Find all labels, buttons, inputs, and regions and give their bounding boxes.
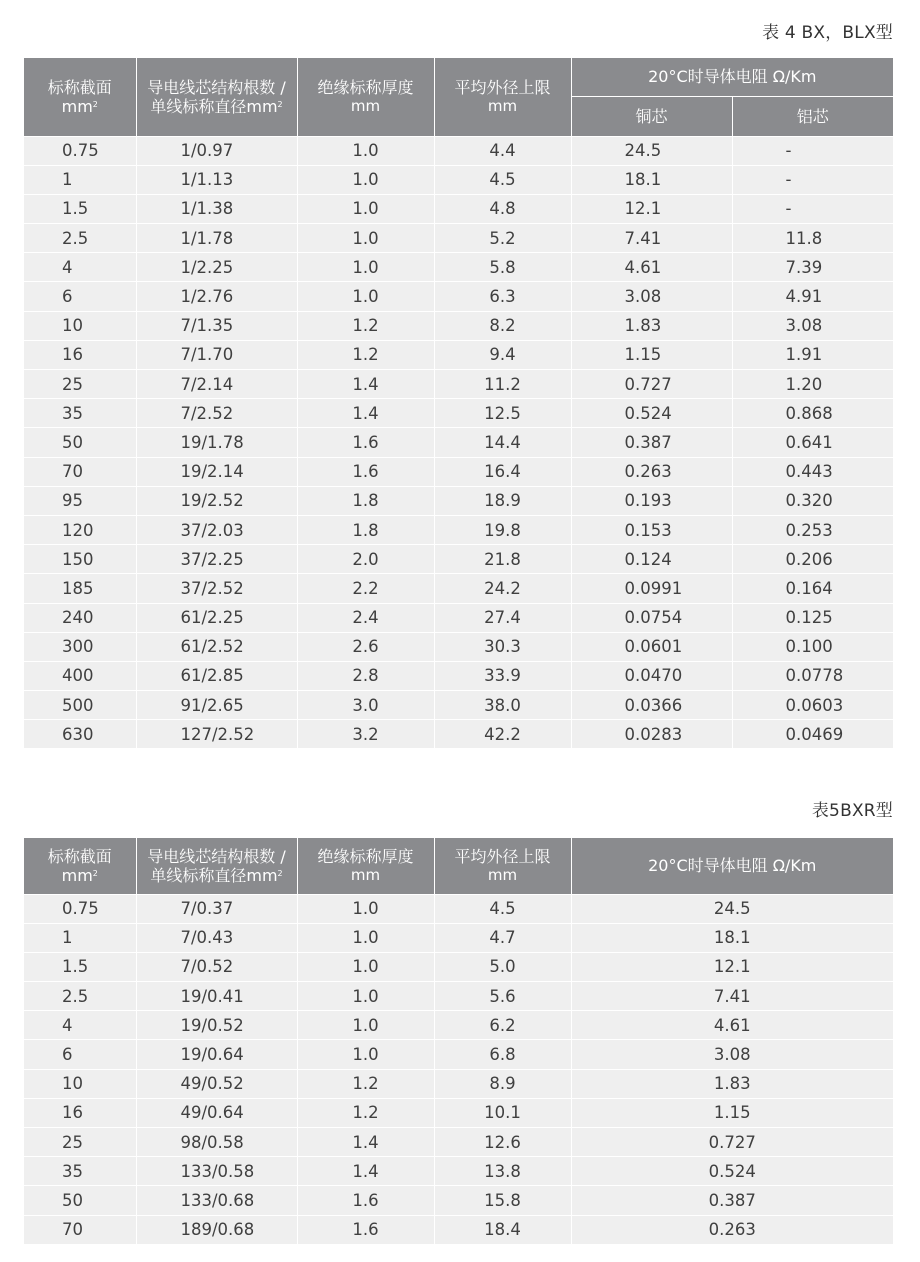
table-cell: 16 [24, 1098, 136, 1127]
table-cell: 1/1.38 [136, 194, 297, 223]
table-cell: 18.4 [434, 1215, 571, 1244]
table5-caption: 表5BXR型 [811, 801, 893, 821]
table-cell: 33.9 [434, 661, 571, 690]
table-cell: 2.5 [24, 224, 136, 253]
table-cell: 1.4 [297, 370, 434, 399]
table-cell: 4.4 [434, 136, 571, 165]
table-cell: 1.15 [571, 340, 732, 369]
table-cell: 1.2 [297, 311, 434, 340]
table-cell: 0.524 [571, 1157, 893, 1186]
header-structure [136, 58, 297, 136]
table-row [24, 253, 893, 282]
table-cell: 61/2.85 [136, 661, 297, 690]
table-cell: 1.0 [297, 253, 434, 282]
table-row [24, 632, 893, 661]
table-cell: 35 [24, 399, 136, 428]
table-cell: 12.6 [434, 1128, 571, 1157]
table-cell: 7/2.52 [136, 399, 297, 428]
table-cell: 0.75 [24, 136, 136, 165]
table-cell: 61/2.52 [136, 632, 297, 661]
table-cell: 0.100 [732, 632, 893, 661]
header-aluminum: 铝芯 [732, 96, 893, 136]
table-cell: 300 [24, 632, 136, 661]
table-cell: 0.0366 [571, 691, 732, 720]
table-cell: 1 [24, 165, 136, 194]
header-diameter-label: 平均外径上限 [454, 846, 551, 866]
table-cell: 5.8 [434, 253, 571, 282]
table-cell: 0.206 [732, 545, 893, 574]
header-insulation-unit: mm [350, 865, 381, 884]
header-diameter [434, 838, 571, 894]
table-cell: 91/2.65 [136, 691, 297, 720]
table-cell: 1.0 [297, 982, 434, 1011]
header-structure-line2: 单线标称直径$mm^2$ [150, 96, 283, 116]
table5-body [24, 894, 893, 1244]
table-cell: 12.5 [434, 399, 571, 428]
table-cell: 0.0754 [571, 603, 732, 632]
table-cell: 7.39 [732, 253, 893, 282]
table-cell: 0.0469 [732, 720, 893, 749]
table-cell: 0.727 [571, 370, 732, 399]
header-copper: 铜芯 [571, 96, 732, 136]
table-row [24, 1186, 893, 1215]
header-cross-section-unit: $mm^2$ [61, 865, 98, 885]
table-cell: 1/2.76 [136, 282, 297, 311]
table-cell: 2.5 [24, 982, 136, 1011]
table-cell: 30.3 [434, 632, 571, 661]
table-cell: 1.8 [297, 486, 434, 515]
table-cell: 1.0 [297, 282, 434, 311]
table-cell: 0.193 [571, 486, 732, 515]
table-row [24, 923, 893, 952]
table-cell: 7/2.14 [136, 370, 297, 399]
table-cell: - [732, 165, 893, 194]
table-cell: 1.0 [297, 894, 434, 923]
table4-bx-blx [24, 58, 893, 749]
table-cell: 21.8 [434, 545, 571, 574]
table-cell: 1.20 [732, 370, 893, 399]
table-cell: 3.08 [571, 1040, 893, 1069]
table-cell: 4.5 [434, 894, 571, 923]
table-cell: 133/0.58 [136, 1157, 297, 1186]
table-cell: 19/0.64 [136, 1040, 297, 1069]
table-cell: 12.1 [571, 194, 732, 223]
table-cell: 38.0 [434, 691, 571, 720]
table-cell: 1.0 [297, 923, 434, 952]
table-cell: 0.727 [571, 1128, 893, 1157]
table-cell: 10.1 [434, 1098, 571, 1127]
header-cross-section-label: 标称截面 [47, 846, 112, 866]
table-cell: 37/2.25 [136, 545, 297, 574]
table-cell: 1/0.97 [136, 136, 297, 165]
header-structure-line2: 单线标称直径$mm^2$ [150, 865, 283, 885]
table-cell: 15.8 [434, 1186, 571, 1215]
table-cell: 2.8 [297, 661, 434, 690]
header-resistance: 20°C时导体电阻 Ω/Km [571, 838, 893, 894]
table-cell: 37/2.52 [136, 574, 297, 603]
table-cell: 61/2.25 [136, 603, 297, 632]
table-cell: 1/1.78 [136, 224, 297, 253]
table-cell: 189/0.68 [136, 1215, 297, 1244]
table-cell: 1.0 [297, 136, 434, 165]
table-cell: 2.2 [297, 574, 434, 603]
header-cross-section [24, 838, 136, 894]
table-cell: 4 [24, 1011, 136, 1040]
table-cell: 10 [24, 311, 136, 340]
table-cell: 7/0.43 [136, 923, 297, 952]
table-cell: 0.164 [732, 574, 893, 603]
table-cell: 0.868 [732, 399, 893, 428]
table-row [24, 720, 893, 749]
table-cell: 24.5 [571, 136, 732, 165]
table-cell: 1.5 [24, 194, 136, 223]
table-cell: 3.0 [297, 691, 434, 720]
table-cell: 5.6 [434, 982, 571, 1011]
table-row [24, 1128, 893, 1157]
table-row [24, 165, 893, 194]
table-cell: 0.0283 [571, 720, 732, 749]
header-cross-section-unit: $mm^2$ [61, 96, 98, 116]
table-row [24, 952, 893, 981]
table-cell: 5.2 [434, 224, 571, 253]
table-cell: 1.6 [297, 457, 434, 486]
table-row [24, 661, 893, 690]
table-cell: 0.387 [571, 428, 732, 457]
table-cell: 8.2 [434, 311, 571, 340]
table-cell: 6 [24, 282, 136, 311]
header-structure [136, 838, 297, 894]
table-cell: 5.0 [434, 952, 571, 981]
header-insulation [297, 58, 434, 136]
header-resistance: 20°C时导体电阻 Ω/Km [571, 58, 893, 96]
table-row [24, 515, 893, 544]
table-cell: 1.8 [297, 515, 434, 544]
table-cell: 1.6 [297, 1186, 434, 1215]
header-cross-section-label: 标称截面 [47, 77, 112, 97]
table-cell: - [732, 136, 893, 165]
table-cell: 10 [24, 1069, 136, 1098]
table-row [24, 282, 893, 311]
table-cell: 49/0.52 [136, 1069, 297, 1098]
table-cell: 0.0601 [571, 632, 732, 661]
table-cell: 0.524 [571, 399, 732, 428]
table-row [24, 1157, 893, 1186]
table-row [24, 224, 893, 253]
table-cell: 7/0.52 [136, 952, 297, 981]
table-cell: 1.0 [297, 952, 434, 981]
header-insulation [297, 838, 434, 894]
table-cell: 12.1 [571, 952, 893, 981]
header-diameter [434, 58, 571, 136]
table-cell: 1.5 [24, 952, 136, 981]
table-cell: 49/0.64 [136, 1098, 297, 1127]
table-cell: 27.4 [434, 603, 571, 632]
table-row [24, 399, 893, 428]
header-insulation-unit: mm [350, 96, 381, 115]
table-cell: 1.0 [297, 1011, 434, 1040]
table-cell: 98/0.58 [136, 1128, 297, 1157]
table-cell: 24.5 [571, 894, 893, 923]
table-cell: 6.2 [434, 1011, 571, 1040]
table-cell: 2.0 [297, 545, 434, 574]
table-cell: 35 [24, 1157, 136, 1186]
table-row [24, 1040, 893, 1069]
table-cell: 500 [24, 691, 136, 720]
table-cell: 4 [24, 253, 136, 282]
table-cell: 1.0 [297, 165, 434, 194]
table-cell: 133/0.68 [136, 1186, 297, 1215]
table-cell: 37/2.03 [136, 515, 297, 544]
table5-bxr [24, 838, 893, 1245]
table-cell: 7/1.70 [136, 340, 297, 369]
table-row [24, 136, 893, 165]
table-row [24, 370, 893, 399]
table-cell: 400 [24, 661, 136, 690]
table-cell: 1.4 [297, 1128, 434, 1157]
table-cell: 0.75 [24, 894, 136, 923]
table-row [24, 691, 893, 720]
table-cell: 1/1.13 [136, 165, 297, 194]
table-cell: 0.443 [732, 457, 893, 486]
table-cell: 1.15 [571, 1098, 893, 1127]
header-insulation-label: 绝缘标称厚度 [317, 846, 414, 866]
table-cell: 4.7 [434, 923, 571, 952]
header-insulation-label: 绝缘标称厚度 [317, 77, 414, 97]
table-cell: 19/2.14 [136, 457, 297, 486]
table-cell: 0.253 [732, 515, 893, 544]
table-row [24, 574, 893, 603]
table-cell: 1.2 [297, 1069, 434, 1098]
table-cell: 0.263 [571, 457, 732, 486]
table-cell: 25 [24, 1128, 136, 1157]
table-cell: - [732, 194, 893, 223]
table4-caption: 表 4 BX，BLX型 [762, 23, 893, 43]
table-row [24, 1011, 893, 1040]
table-cell: 3.08 [571, 282, 732, 311]
table-cell: 0.0470 [571, 661, 732, 690]
table-cell: 1.6 [297, 1215, 434, 1244]
table-cell: 630 [24, 720, 136, 749]
table-cell: 6 [24, 1040, 136, 1069]
table4-body [24, 136, 893, 749]
table-cell: 4.5 [434, 165, 571, 194]
table-cell: 2.4 [297, 603, 434, 632]
table-row [24, 457, 893, 486]
table-cell: 18.1 [571, 165, 732, 194]
table-row [24, 340, 893, 369]
table-cell: 16 [24, 340, 136, 369]
header-structure-line1: 导电线芯结构根数 / [147, 77, 286, 97]
table-cell: 19/1.78 [136, 428, 297, 457]
table-cell: 0.0991 [571, 574, 732, 603]
table-cell: 95 [24, 486, 136, 515]
header-structure-line1: 导电线芯结构根数 / [147, 846, 286, 866]
table-cell: 50 [24, 428, 136, 457]
header-diameter-unit: mm [487, 96, 518, 115]
table-cell: 0.124 [571, 545, 732, 574]
table-cell: 1.0 [297, 194, 434, 223]
table-cell: 185 [24, 574, 136, 603]
table-cell: 1.4 [297, 399, 434, 428]
header-diameter-unit: mm [487, 865, 518, 884]
table-cell: 14.4 [434, 428, 571, 457]
table-cell: 70 [24, 457, 136, 486]
table-cell: 1.2 [297, 1098, 434, 1127]
table-cell: 4.61 [571, 253, 732, 282]
table-cell: 4.61 [571, 1011, 893, 1040]
table-cell: 42.2 [434, 720, 571, 749]
table-cell: 18.1 [571, 923, 893, 952]
table-cell: 2.6 [297, 632, 434, 661]
table-cell: 1/2.25 [136, 253, 297, 282]
table-cell: 1.83 [571, 1069, 893, 1098]
table-cell: 0.320 [732, 486, 893, 515]
table-cell: 0.153 [571, 515, 732, 544]
table-cell: 19/0.41 [136, 982, 297, 1011]
table-cell: 7.41 [571, 982, 893, 1011]
table-row [24, 603, 893, 632]
table-row [24, 428, 893, 457]
header-diameter-label: 平均外径上限 [454, 77, 551, 97]
header-cross-section [24, 58, 136, 136]
table-cell: 6.3 [434, 282, 571, 311]
table-cell: 0.125 [732, 603, 893, 632]
table-cell: 11.8 [732, 224, 893, 253]
table-cell: 9.4 [434, 340, 571, 369]
table-cell: 7/1.35 [136, 311, 297, 340]
table-cell: 19/2.52 [136, 486, 297, 515]
table-cell: 4.8 [434, 194, 571, 223]
table-row [24, 194, 893, 223]
table-row [24, 311, 893, 340]
table-cell: 6.8 [434, 1040, 571, 1069]
table-cell: 1.6 [297, 428, 434, 457]
table-cell: 1.0 [297, 1040, 434, 1069]
table-cell: 240 [24, 603, 136, 632]
table-cell: 120 [24, 515, 136, 544]
table-row [24, 486, 893, 515]
table-cell: 0.0603 [732, 691, 893, 720]
table-cell: 1.83 [571, 311, 732, 340]
table-cell: 150 [24, 545, 136, 574]
table-cell: 25 [24, 370, 136, 399]
table-cell: 24.2 [434, 574, 571, 603]
table-cell: 0.641 [732, 428, 893, 457]
table-cell: 18.9 [434, 486, 571, 515]
table-cell: 3.08 [732, 311, 893, 340]
table-cell: 16.4 [434, 457, 571, 486]
table-cell: 1 [24, 923, 136, 952]
table-cell: 3.2 [297, 720, 434, 749]
table-cell: 50 [24, 1186, 136, 1215]
table-cell: 7.41 [571, 224, 732, 253]
table-cell: 11.2 [434, 370, 571, 399]
table-cell: 70 [24, 1215, 136, 1244]
table-cell: 0.263 [571, 1215, 893, 1244]
table-cell: 127/2.52 [136, 720, 297, 749]
table-cell: 0.387 [571, 1186, 893, 1215]
table-cell: 7/0.37 [136, 894, 297, 923]
table-cell: 19.8 [434, 515, 571, 544]
table-row [24, 982, 893, 1011]
table-cell: 1.4 [297, 1157, 434, 1186]
table-row [24, 1098, 893, 1127]
table-cell: 4.91 [732, 282, 893, 311]
table-row [24, 545, 893, 574]
table-row [24, 1215, 893, 1244]
table-cell: 1.91 [732, 340, 893, 369]
table-cell: 0.0778 [732, 661, 893, 690]
table-cell: 8.9 [434, 1069, 571, 1098]
table-cell: 1.2 [297, 340, 434, 369]
table-row [24, 894, 893, 923]
table-cell: 19/0.52 [136, 1011, 297, 1040]
table-row [24, 1069, 893, 1098]
table-cell: 1.0 [297, 224, 434, 253]
table-cell: 13.8 [434, 1157, 571, 1186]
